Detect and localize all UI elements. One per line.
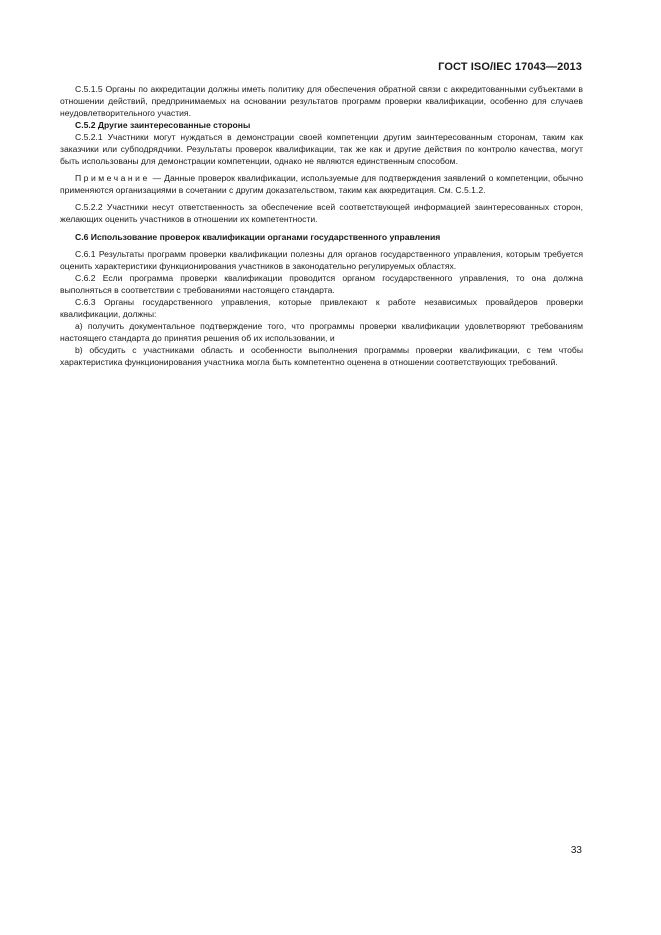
list-item-b: b) обсудить с участниками область и особенности выполнения программы проверки квалификации, с тем чтобы характеристика функционирования участника могла быть компетентно оценена в отношении соответствующих требований. [60, 345, 583, 367]
paragraph-c-5-2-1: С.5.2.1 Участники могут нуждаться в демонстрации своей компетенции другим заинтересованным сторонам, таким как заказчики или субподрядчики. Результаты проверок квалификации, так же как и другие действия по контролю качества, могут быть использованы для демонстрации компетенции, однако не являются единственным способом. [60, 132, 583, 166]
document-header: ГОСТ ISO/IEC 17043—2013 [438, 61, 582, 73]
document-body [60, 83, 583, 368]
note-label: Примечание [75, 173, 150, 183]
paragraph-c-6-1: С.6.1 Результаты программ проверки квалификации полезны для органов государственного управления, которым требуется оценить характеристики функционирования участников в законодательно регулируемых областях. [60, 249, 583, 271]
paragraph-c-6-2: С.6.2 Если программа проверки квалификации проводится органом государственного управления, то она должна выполняться в соответствии с требованиями настоящего стандарта. [60, 273, 583, 295]
heading-c-6: С.6 Использование проверок квалификации органами государственного управления [75, 232, 441, 242]
page-number: 33 [570, 845, 582, 856]
paragraph-c-5-2-2: С.5.2.2 Участники несут ответственность за обеспечение всей соответствующей информацией заинтересованных сторон, желающих оценить участников в отношении их компетентности. [60, 202, 583, 224]
paragraph-c-6-3: С.6.3 Органы государственного управления, которые привлекают к работе независимых провайдеров проверки квалификации, должны: [60, 297, 583, 319]
note-text: — Данные проверок квалификации, используемые для подтверждения заявлений о компетенции, обычно применяются организациями в сочетании с другим доказательством, таким как аккредитация. См. С.5.1.2. [60, 173, 583, 195]
heading-c-5-2: С.5.2 Другие заинтересованные стороны [75, 120, 251, 130]
note-paragraph [60, 172, 583, 196]
list-item-a: a) получить документальное подтверждение того, что программы проверки квалификации удовлетворяют требованиям настоящего стандарта до принятия решения об их использовании, и [60, 321, 583, 343]
paragraph-c-5-1-5: С.5.1.5 Органы по аккредитации должны иметь политику для обеспечения обратной связи с аккредитованными субъектами в отношении действий, предпринимаемых на основании результатов программ проверки квалификации, особенно для случаев неудовлетворительного участия. [60, 84, 583, 118]
